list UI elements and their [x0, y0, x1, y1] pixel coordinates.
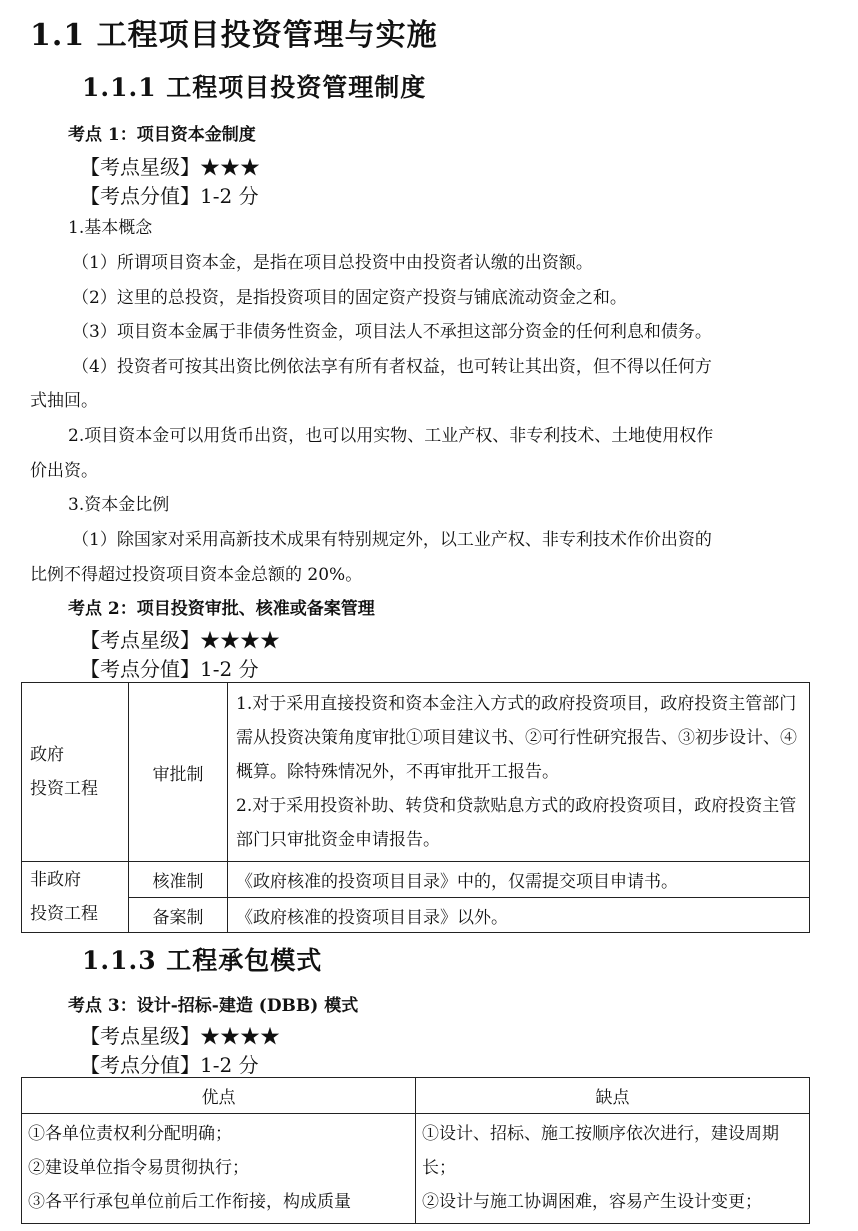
page-title: 1.1 工程项目投资管理与实施: [30, 18, 438, 53]
column-header-pros: 优点: [22, 1078, 416, 1114]
kaodian-1-stars-row: [80, 151, 260, 180]
star-level-label: 【考点星级】: [80, 628, 200, 652]
category-cell-gov: [22, 683, 129, 862]
approval-table: [21, 682, 810, 933]
column-header-cons: 缺点: [416, 1078, 810, 1114]
mechanism-cell: 备案制: [129, 898, 228, 933]
paragraph-line: 式抽回。: [30, 391, 98, 411]
star-level-label: 【考点星级】: [80, 155, 200, 179]
mechanism-cell: 核准制: [129, 862, 228, 898]
paragraph-line: （2）这里的总投资，是指投资项目的固定资产投资与铺底流动资金之和。: [72, 288, 627, 308]
category-label-line: 非政府: [30, 870, 81, 890]
paragraph-line: （1）所谓项目资本金，是指在项目总投资中由投资者认缴的出资额。: [72, 253, 593, 273]
kaodian-1-score-row: [80, 180, 259, 209]
cons-cell: [416, 1114, 810, 1224]
table-row: [22, 683, 810, 862]
paragraph-line: 价出资。: [30, 461, 98, 481]
star-rating: ★★★: [200, 155, 260, 179]
kaodian-2-stars-row: [80, 624, 280, 653]
list-item: ③各平行承包单位前后工作衔接，构成质量: [28, 1192, 351, 1212]
paragraph-line: （3）项目资本金属于非债务性资金，项目法人不承担这部分资金的任何利息和债务。: [72, 322, 712, 342]
category-cell-nongov: [22, 862, 129, 933]
kaodian-3-title: 考点 3：设计-招标-建造 (DBB) 模式: [68, 996, 359, 1016]
kaodian-1-title: 考点 1：项目资本金制度: [68, 125, 256, 145]
score-label: 【考点分值】: [80, 184, 200, 208]
category-label-line: 投资工程: [30, 779, 98, 799]
paragraph-line: （1）除国家对采用高新技术成果有特别规定外，以工业产权、非专利技术作价出资的: [72, 530, 712, 550]
category-label-line: 政府: [30, 745, 64, 765]
section-heading-1-1-3: 1.1.3 工程承包模式: [82, 946, 323, 975]
paragraph-line: 2.项目资本金可以用货币出资，也可以用实物、工业产权、非专利技术、土地使用权作: [68, 426, 714, 446]
star-level-label: 【考点星级】: [80, 1024, 200, 1048]
list-item: ①设计、招标、施工按顺序依次进行，建设周期长；: [422, 1124, 779, 1178]
score-label: 【考点分值】: [80, 657, 200, 681]
score-value: 1-2 分: [200, 184, 259, 208]
category-label-line: 投资工程: [30, 904, 98, 924]
score-value: 1-2 分: [200, 657, 259, 681]
description-cell: [228, 683, 810, 862]
section-heading-1-1-1: 1.1.1 工程项目投资管理制度: [82, 73, 427, 102]
mechanism-cell: 审批制: [129, 683, 228, 862]
list-item: ①各单位责权利分配明确；: [28, 1124, 232, 1144]
description-cell: 《政府核准的投资项目目录》以外。: [228, 898, 810, 933]
star-rating: ★★★★: [200, 1024, 280, 1048]
kaodian-3-stars-row: [80, 1020, 280, 1049]
paragraph-line: 1.基本概念: [68, 218, 153, 238]
star-rating: ★★★★: [200, 628, 280, 652]
pros-cell: [22, 1114, 416, 1224]
paragraph-line: 3.资本金比例: [68, 495, 170, 515]
score-label: 【考点分值】: [80, 1053, 200, 1077]
list-item: ②建设单位指令易贯彻执行；: [28, 1158, 249, 1178]
table-header-row: [22, 1078, 810, 1114]
description-cell: 《政府核准的投资项目目录》中的，仅需提交项目申请书。: [228, 862, 810, 898]
kaodian-2-title: 考点 2：项目投资审批、核准或备案管理: [68, 599, 375, 619]
description-paragraph: 2.对于采用投资补助、转贷和贷款贴息方式的政府投资项目，政府投资主管部门只审批资金申请报告。: [236, 796, 797, 850]
table-row: [22, 1114, 810, 1224]
score-value: 1-2 分: [200, 1053, 259, 1077]
table-row: [22, 898, 810, 933]
table-row: [22, 862, 810, 898]
paragraph-line: 比例不得超过投资项目资本金总额的 20%。: [30, 565, 363, 585]
description-paragraph: 1.对于采用直接投资和资本金注入方式的政府投资项目，政府投资主管部门需从投资决策角度审批①项目建议书、②可行性研究报告、③初步设计、④概算。除特殊情况外，不再审批开工报告。: [236, 694, 797, 782]
kaodian-3-score-row: [80, 1049, 259, 1078]
list-item: ②设计与施工协调困难，容易产生设计变更；: [422, 1192, 762, 1212]
kaodian-2-score-row: [80, 653, 259, 682]
paragraph-line: （4）投资者可按其出资比例依法享有所有者权益，也可转让其出资，但不得以任何方: [72, 357, 712, 377]
pros-cons-table: [21, 1077, 810, 1224]
